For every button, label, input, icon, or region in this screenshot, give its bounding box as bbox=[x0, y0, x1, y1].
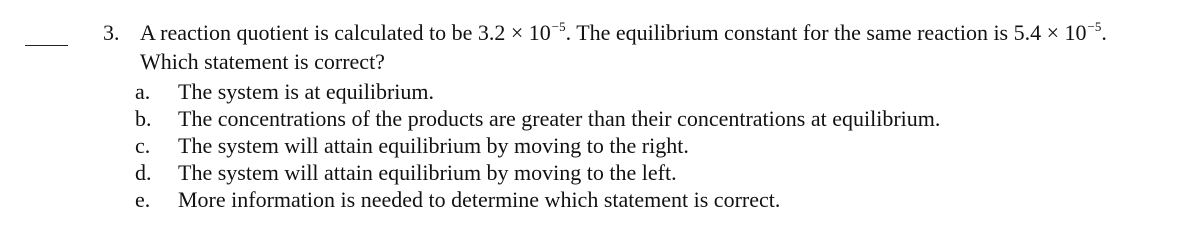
option-text: The system will attain equilibrium by moving to the left. bbox=[178, 160, 677, 185]
option-text: The concentrations of the products are greater than their concentrations at equilibrium. bbox=[178, 106, 941, 131]
question-stem bbox=[140, 20, 1107, 75]
option-letter: a. bbox=[135, 79, 151, 104]
question-number: 3. bbox=[103, 20, 120, 45]
option-letter: e. bbox=[135, 187, 151, 212]
stem-text-part-2: . The equilibrium constant for the same reaction is 5.4 × 10 bbox=[565, 20, 1087, 45]
stem-text-part-1: A reaction quotient is calculated to be 3.2 × 10 bbox=[140, 20, 551, 45]
option-text: More information is needed to determine which statement is correct. bbox=[178, 187, 781, 212]
option-letter: d. bbox=[135, 160, 152, 185]
question-stem-line-2: Which statement is correct? bbox=[140, 49, 385, 74]
option-letter: b. bbox=[135, 106, 152, 131]
stem-exponent-1: −5 bbox=[551, 19, 566, 34]
question-stem-line-1 bbox=[140, 20, 1107, 49]
option-letter: c. bbox=[135, 133, 151, 158]
stem-text-part-3: . bbox=[1101, 20, 1107, 45]
answer-blank-line[interactable] bbox=[25, 45, 68, 46]
stem-exponent-2: −5 bbox=[1087, 19, 1102, 34]
option-text: The system will attain equilibrium by moving to the right. bbox=[178, 133, 689, 158]
option-text: The system is at equilibrium. bbox=[178, 79, 435, 104]
